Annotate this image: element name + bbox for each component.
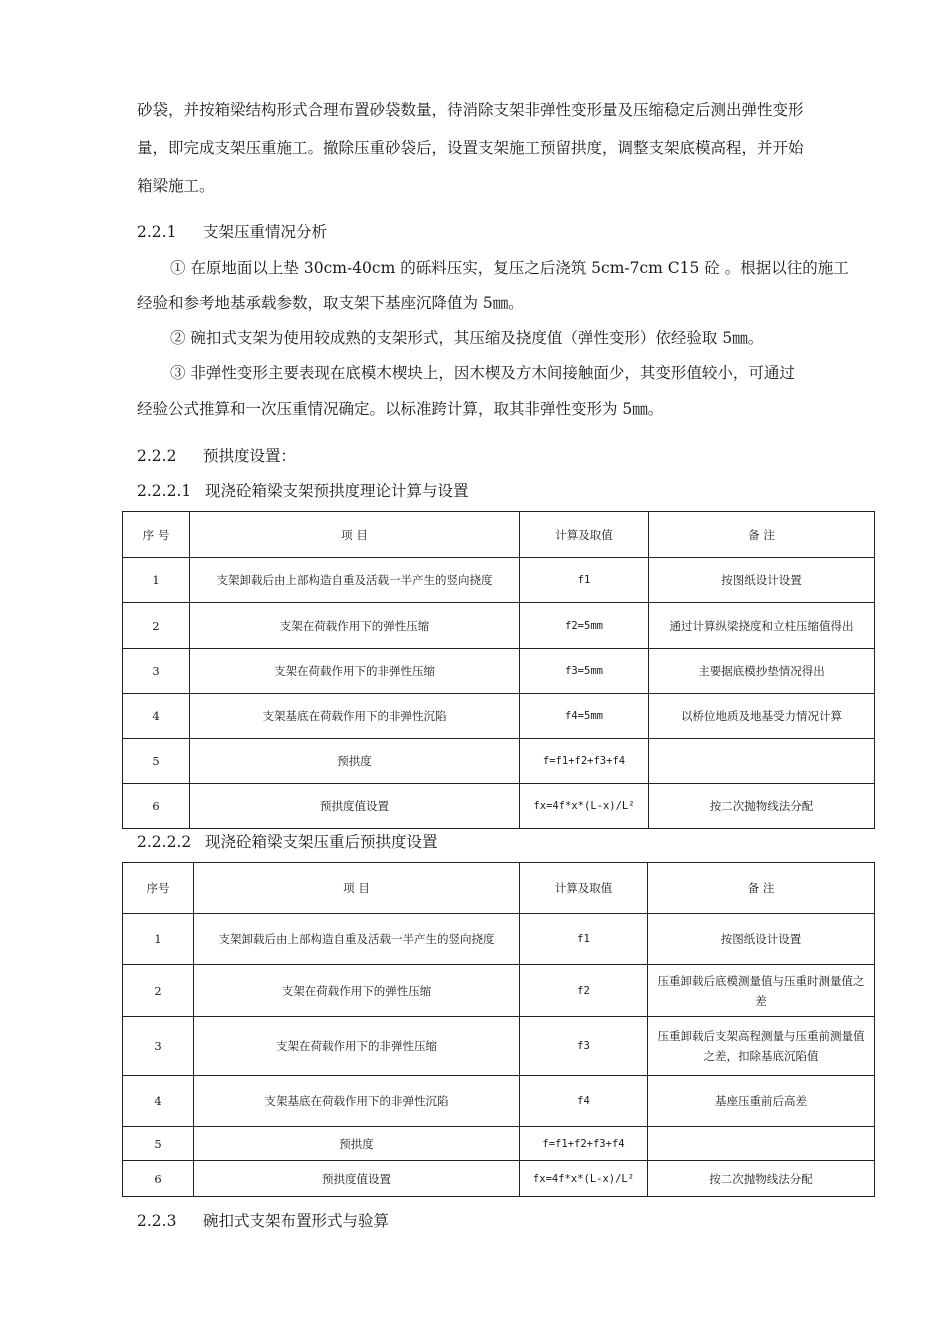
cell-item: 预拱度值设置 xyxy=(190,784,520,829)
cell-remark: 主要据底模抄垫情况得出 xyxy=(649,649,875,694)
header-cell-index: 序 号 xyxy=(123,512,190,558)
section-number: 2.2.2.1 xyxy=(137,482,192,500)
cell-index: 5 xyxy=(123,739,190,784)
cell-item: 支架在荷载作用下的非弹性压缩 xyxy=(194,1017,520,1076)
cell-value: f=f1+f2+f3+f4 xyxy=(520,1127,648,1161)
cell-item: 预拱度值设置 xyxy=(194,1161,520,1197)
section-title: 现浇砼箱梁支架预拱度理论计算与设置 xyxy=(205,482,469,500)
cell-remark: 以桥位地质及地基受力情况计算 xyxy=(649,694,875,739)
cell-remark: 压重卸载后底模测量值与压重时测量值之差 xyxy=(648,965,875,1017)
table-row xyxy=(123,558,875,603)
cell-index: 4 xyxy=(123,694,190,739)
cell-index: 5 xyxy=(123,1127,194,1161)
table-row xyxy=(123,1076,875,1127)
cell-index: 1 xyxy=(123,558,190,603)
section-number: 2.2.2.2 xyxy=(137,833,192,851)
header-cell-remark: 备 注 xyxy=(649,512,875,558)
cell-item: 预拱度 xyxy=(190,739,520,784)
section-heading-2-2-2 xyxy=(137,444,296,466)
header-cell-value: 计算及取值 xyxy=(520,512,649,558)
cell-remark xyxy=(649,739,875,784)
cell-index: 6 xyxy=(123,1161,194,1197)
camber-after-preload-table xyxy=(122,862,875,1197)
cell-index: 2 xyxy=(123,603,190,649)
cell-value: f3=5mm xyxy=(520,649,649,694)
analysis-item-1-line-1: ① 在原地面以上垫 30cm-40cm 的砾料压实，复压之后浇筑 5cm-7cm C15 砼 。根据以往的施工 xyxy=(170,259,849,277)
intro-line-3: 箱梁施工。 xyxy=(137,177,215,195)
cell-item: 支架卸载后由上部构造自重及活载一半产生的竖向挠度 xyxy=(194,914,520,965)
header-cell-index: 序号 xyxy=(123,863,194,914)
section-heading-2-2-2-2 xyxy=(137,830,438,852)
cell-item: 支架在荷载作用下的弹性压缩 xyxy=(190,603,520,649)
cell-value: f2 xyxy=(520,965,648,1017)
table-row xyxy=(123,694,875,739)
section-title: 现浇砼箱梁支架压重后预拱度设置 xyxy=(205,833,438,851)
cell-remark: 按图纸设计设置 xyxy=(648,914,875,965)
table-row xyxy=(123,603,875,649)
cell-item: 支架卸载后由上部构造自重及活载一半产生的竖向挠度 xyxy=(190,558,520,603)
cell-value: f4 xyxy=(520,1076,648,1127)
table-header-row xyxy=(123,512,875,558)
section-heading-2-2-3 xyxy=(137,1209,389,1231)
cell-value: fx=4f*x*(L-x)/L² xyxy=(520,784,649,829)
table-row xyxy=(123,1161,875,1197)
cell-value: f=f1+f2+f3+f4 xyxy=(520,739,649,784)
cell-value: f3 xyxy=(520,1017,648,1076)
analysis-item-3-line-2: 经验公式推算和一次压重情况确定。以标准跨计算，取其非弹性变形为 5㎜。 xyxy=(137,400,664,418)
cell-remark: 压重卸载后支架高程测量与压重前测量值之差，扣除基底沉陷值 xyxy=(648,1017,875,1076)
header-cell-value: 计算及取值 xyxy=(520,863,648,914)
camber-theory-table xyxy=(122,511,875,829)
table-row xyxy=(123,965,875,1017)
cell-index: 3 xyxy=(123,1017,194,1076)
intro-line-2: 量，即完成支架压重施工。撤除压重砂袋后，设置支架施工预留拱度，调整支架底模高程，并开始 xyxy=(137,139,804,157)
cell-index: 1 xyxy=(123,914,194,965)
cell-item: 支架基底在荷载作用下的非弹性沉陷 xyxy=(194,1076,520,1127)
cell-value: f4=5mm xyxy=(520,694,649,739)
cell-index: 6 xyxy=(123,784,190,829)
section-number: 2.2.3 xyxy=(137,1212,177,1230)
cell-value: fx=4f*x*(L-x)/L² xyxy=(520,1161,648,1197)
cell-remark xyxy=(648,1127,875,1161)
table-row xyxy=(123,1127,875,1161)
analysis-item-2: ② 碗扣式支架为使用较成熟的支架形式，其压缩及挠度值（弹性变形）依经验取 5㎜。 xyxy=(170,329,764,347)
cell-remark: 按图纸设计设置 xyxy=(649,558,875,603)
section-number: 2.2.1 xyxy=(137,223,177,241)
section-title: 碗扣式支架布置形式与验算 xyxy=(203,1212,390,1230)
cell-remark: 按二次抛物线法分配 xyxy=(648,1161,875,1197)
cell-remark: 通过计算纵梁挠度和立柱压缩值得出 xyxy=(649,603,875,649)
cell-value: f2=5mm xyxy=(520,603,649,649)
analysis-item-1-line-2: 经验和参考地基承载参数，取支架下基座沉降值为 5㎜。 xyxy=(137,294,524,312)
cell-index: 2 xyxy=(123,965,194,1017)
intro-line-1: 砂袋，并按箱梁结构形式合理布置砂袋数量，待消除支架非弹性变形量及压缩稳定后测出弹性变形 xyxy=(137,101,804,119)
header-cell-remark: 备 注 xyxy=(648,863,875,914)
cell-index: 3 xyxy=(123,649,190,694)
table-row xyxy=(123,914,875,965)
analysis-item-3-line-1: ③ 非弹性变形主要表现在底模木楔块上，因木楔及方木间接触面少，其变形值较小，可通过 xyxy=(170,364,795,382)
cell-item: 支架基底在荷载作用下的非弹性沉陷 xyxy=(190,694,520,739)
section-heading-2-2-1 xyxy=(137,220,327,242)
cell-value: f1 xyxy=(520,558,649,603)
cell-item: 支架在荷载作用下的弹性压缩 xyxy=(194,965,520,1017)
header-cell-item: 项 目 xyxy=(190,512,520,558)
section-heading-2-2-2-1 xyxy=(137,479,469,501)
header-cell-item: 项 目 xyxy=(194,863,520,914)
cell-remark: 基座压重前后高差 xyxy=(648,1076,875,1127)
cell-value: f1 xyxy=(520,914,648,965)
cell-item: 预拱度 xyxy=(194,1127,520,1161)
section-number: 2.2.2 xyxy=(137,447,177,465)
table-row xyxy=(123,649,875,694)
section-title: 预拱度设置： xyxy=(203,447,297,465)
table-row xyxy=(123,784,875,829)
cell-item: 支架在荷载作用下的非弹性压缩 xyxy=(190,649,520,694)
table-row xyxy=(123,739,875,784)
table-row xyxy=(123,1017,875,1076)
cell-remark: 按二次抛物线法分配 xyxy=(649,784,875,829)
cell-index: 4 xyxy=(123,1076,194,1127)
section-title: 支架压重情况分析 xyxy=(203,223,328,241)
table-header-row xyxy=(123,863,875,914)
